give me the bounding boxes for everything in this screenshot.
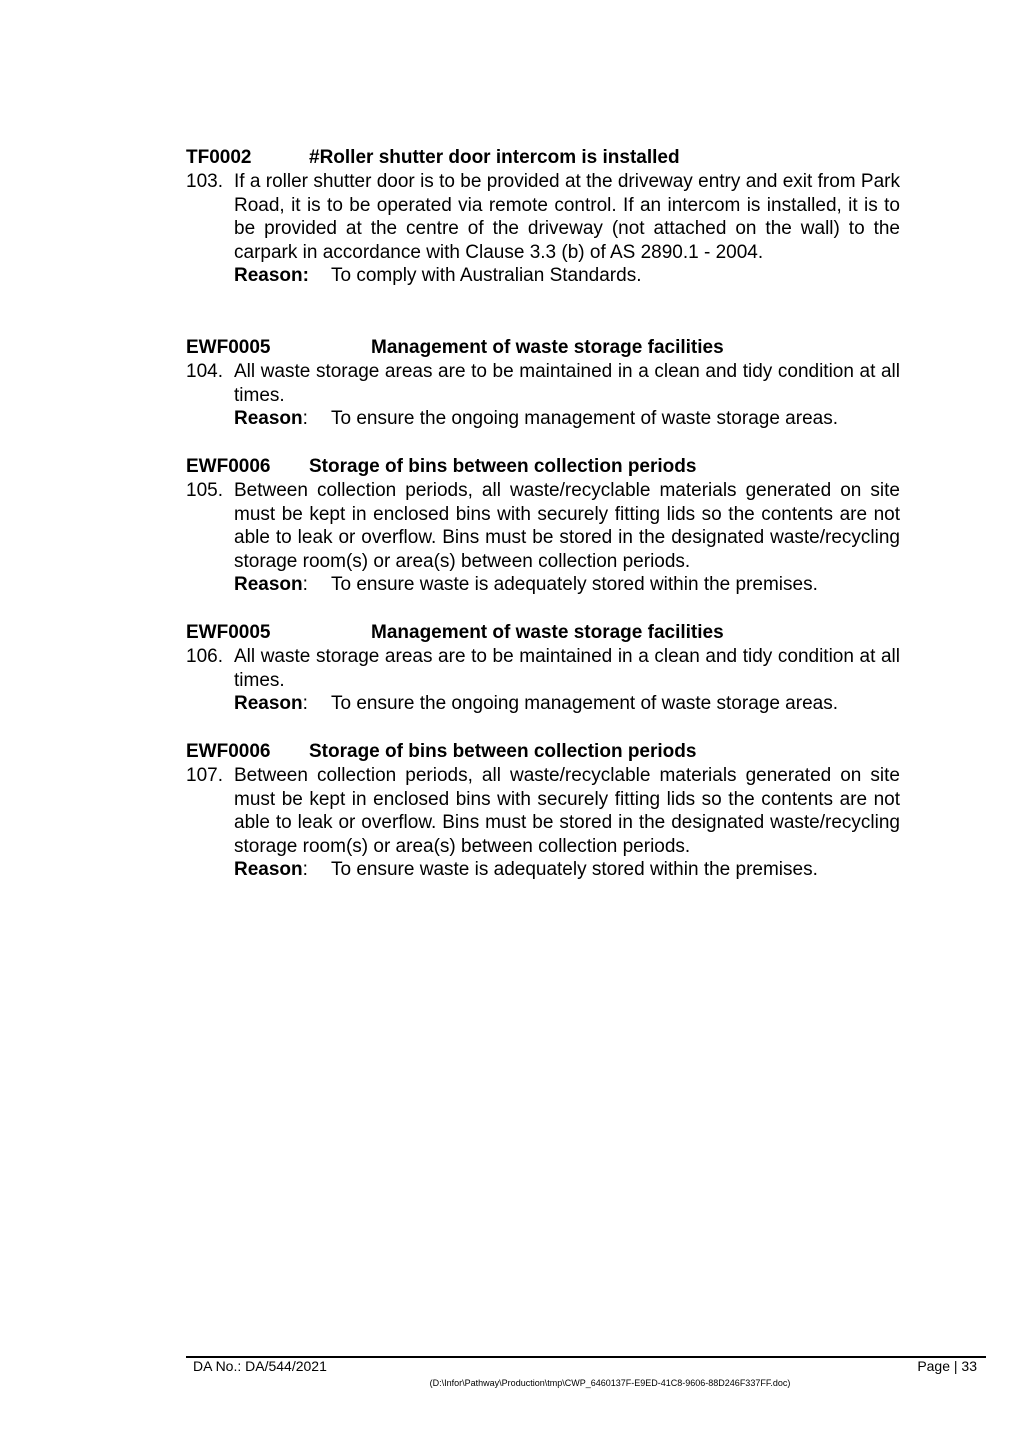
condition-reason: Reason: To ensure the ongoing management of waste storage areas. [234,408,838,430]
footer-file-path: (D:\Infor\Pathway\Production\tmp\CWP_6460137F-E9ED-41C8-9606-88D246F337FF.doc) [429,1378,791,1388]
condition-text: All waste storage areas are to be maintained in a clean and tidy condition at all times. [234,646,900,691]
condition-code: EWF0005 [186,622,271,643]
reason-text: To ensure waste is adequately stored within the premises. [331,859,818,881]
footer-da-number: DA No.: DA/544/2021 [193,1358,327,1374]
footer-page-number: Page | 33 [917,1358,977,1374]
condition-text: Between collection periods, all waste/recyclable materials generated on site must be kept in enclosed bins with securely fitting lids so the contents are not able to leak or overflow. Bins must be stored in the designated waste/recycling storage room(s) or area(s) between collection periods. [234,765,900,857]
condition-item [186,479,900,573]
condition-section [186,336,900,431]
condition-number: 106. [186,646,223,667]
condition-item [186,360,900,407]
condition-item [186,170,900,264]
reason-text: To comply with Australian Standards. [331,265,642,287]
condition-text: If a roller shutter door is to be provided at the driveway entry and exit from Park Road, it is to be operated via remote control. If an intercom is installed, it is to be provided at the centre of the driveway (not attached on the wall) to the carpark in accordance with Clause 3.3 (b) of AS 2890.1 - 2004. [234,171,900,263]
condition-title: #Roller shutter door intercom is installed [309,147,680,168]
reason-label: Reason [234,574,303,596]
condition-code: TF0002 [186,147,252,168]
condition-heading [186,455,900,479]
condition-reason: Reason: To ensure the ongoing management of waste storage areas. [234,693,838,715]
condition-heading [186,740,900,764]
condition-code: EWF0006 [186,741,271,762]
condition-item [186,764,900,858]
reason-label: Reason: [234,265,309,287]
condition-text: All waste storage areas are to be maintained in a clean and tidy condition at all times. [234,361,900,406]
condition-reason: Reason: To ensure waste is adequately stored within the premises. [234,859,818,881]
reason-text: To ensure the ongoing management of waste storage areas. [331,693,838,715]
condition-text: Between collection periods, all waste/recyclable materials generated on site must be kept in enclosed bins with securely fitting lids so the contents are not able to leak or overflow. Bins must be stored in the designated waste/recycling storage room(s) or area(s) between collection periods. [234,480,900,572]
reason-label: Reason [234,693,303,715]
condition-section [186,621,900,716]
reason-text: To ensure waste is adequately stored within the premises. [331,574,818,596]
condition-code: EWF0006 [186,456,271,477]
condition-title: Management of waste storage facilities [371,622,724,643]
condition-code: EWF0005 [186,337,271,358]
condition-reason: Reason: To ensure waste is adequately stored within the premises. [234,574,818,596]
condition-title: Storage of bins between collection periods [309,456,697,477]
condition-title: Management of waste storage facilities [371,337,724,358]
condition-reason [234,264,900,288]
condition-heading [186,621,900,645]
condition-title: Storage of bins between collection periods [309,741,697,762]
condition-section [186,146,900,288]
reason-label: Reason [234,859,303,881]
condition-number: 107. [186,765,223,786]
condition-heading [186,146,900,170]
condition-section [186,455,900,597]
condition-section [186,740,900,882]
condition-number: 103. [186,171,223,192]
condition-number: 105. [186,480,223,501]
condition-number: 104. [186,361,223,382]
condition-item [186,645,900,692]
reason-text: To ensure the ongoing management of waste storage areas. [331,408,838,430]
condition-heading [186,336,900,360]
reason-label: Reason [234,408,303,430]
